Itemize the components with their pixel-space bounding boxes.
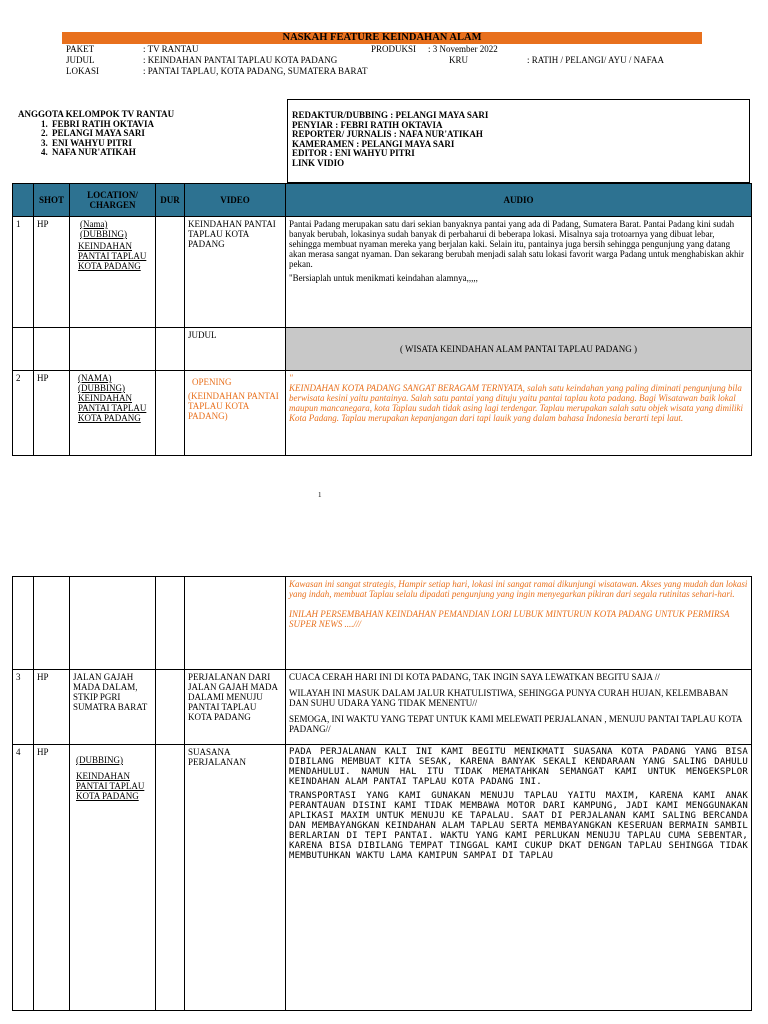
table-header-row <box>13 184 752 217</box>
audio-paragraph: KEINDAHAN KOTA PADANG SANGAT BERAGAM TERNYATA, salah satu keindahan yang paling diminati pengunjung bila berwisata kesini yaitu pantainya. Salah satu pantai yang dituju yaitu pantai taplau kota padang. Bagi Wisatawan baik lokal maupun mancanegara, kota Taplau sudah tidak asing lagi terdengar. Taplau merupakan salah satu objek wisata yang dimiliki Kota Padang. Taplau merupakan kepanjangan dari tapi lauik yang dalam bahasa Indonesia berarti tepi laut. <box>289 383 743 423</box>
shot-type: HP <box>34 670 70 745</box>
duration <box>156 371 185 456</box>
audio-paragraph: SEMOGA, INI WAKTU YANG TEPAT UNTUK KAMI MELEWATI PERJALANAN , MENUJU PANTAI TAPLAU KOTA PADANG// <box>289 714 742 734</box>
credit-line: EDITOR : ENI WAHYU PITRI <box>292 148 415 158</box>
table-row <box>13 670 752 745</box>
audio-paragraph: "Bersiaplah untuk menikmati keindahan alamnya,,,,, <box>289 273 478 283</box>
meta-lokasi-value: : PANTAI TAPLAU, KOTA PADANG, SUMATERA BARAT <box>143 66 368 76</box>
credit-line: REDAKTUR/DUBBING : PELANGI MAYA SARI <box>292 110 489 120</box>
meta-judul-value: : KEINDAHAN PANTAI TAPLAU KOTA PADANG <box>143 55 338 65</box>
member-item: 2. PELANGI MAYA SARI <box>50 129 174 139</box>
meta-paket-value: : TV RANTAU <box>143 44 199 54</box>
duration <box>156 745 185 1011</box>
meta-produksi-value: : 3 November 2022 <box>428 44 498 54</box>
member-list <box>18 120 174 158</box>
header-location: LOCATION/ CHARGEN <box>70 184 156 217</box>
location-chargen <box>70 577 156 670</box>
row-number: 1 <box>13 217 34 328</box>
video-opening: OPENING <box>192 377 232 387</box>
table-row <box>13 371 752 456</box>
chargen-dubbing: (DUBBING) <box>78 383 125 393</box>
chargen-dubbing: (DUBBING) <box>76 755 123 765</box>
row-number: 2 <box>13 371 34 456</box>
group-heading: ANGGOTA KELOMPOK TV RANTAU <box>18 109 175 119</box>
member-item: 3. ENI WAHYU PITRI <box>50 139 174 149</box>
audio-paragraph: WILAYAH INI MASUK DALAM JALUR KHATULISTIWA, SEHINGGA PUNYA CURAH HUJAN, KELEMBABAN DAN SUHU UDARA YANG TIDAK MENENTU// <box>289 688 729 708</box>
credit-line: KAMERAMEN : PELANGI MAYA SARI <box>292 138 455 149</box>
audio-text <box>286 217 752 328</box>
row-number: 4 <box>13 745 34 1011</box>
meta-paket-label: PAKET <box>66 44 95 54</box>
chargen-nama: (Nama) <box>80 219 108 229</box>
location-chargen <box>70 217 156 328</box>
header-audio: AUDIO <box>286 184 752 217</box>
duration <box>156 577 185 670</box>
meta-lokasi-label: LOKASI <box>66 66 99 76</box>
table-row-continued <box>13 577 752 670</box>
header-no <box>13 184 34 217</box>
video-desc <box>185 577 286 670</box>
audio-text <box>286 577 752 670</box>
meta-kru-label: KRU <box>449 55 469 65</box>
table-row <box>13 217 752 328</box>
video-desc: PERJALANAN DARI JALAN GAJAH MADA DALAMI MENUJU PANTAI TAPLAU KOTA PADANG <box>185 670 286 745</box>
video-desc <box>185 371 286 456</box>
video-title: (KEINDAHAN PANTAI TAPLAU KOTA PADANG) <box>188 391 279 421</box>
chargen-title: KEINDAHAN PANTAI TAPLAU KOTA PADANG <box>78 393 147 423</box>
video-desc: SUASANA PERJALANAN <box>185 745 286 1011</box>
duration <box>156 328 185 371</box>
judul-audio: ( WISATA KEINDAHAN ALAM PANTAI TAPLAU PADANG ) <box>286 328 752 371</box>
shot-type: HP <box>34 217 70 328</box>
meta-produksi-label: PRODUKSI <box>371 44 417 54</box>
audio-paragraph: Kawasan ini sangat strategis, Hampir setiap hari, lokasi ini sangat ramai dikunjungi wisatawan. Akses yang mudah dan lokasi yang indah, membuat Taplau selalu dipadati pengunjung yang ingin menyegarkan pikiran dari segala rutinitas sehari-hari. <box>289 579 748 599</box>
location-chargen <box>70 328 156 371</box>
member-item: 4. NAFA NUR'ATIKAH <box>50 148 174 158</box>
meta-judul-label: JUDUL <box>66 55 95 65</box>
row-number <box>13 328 34 371</box>
script-table-page2 <box>12 576 752 1011</box>
chargen-nama: (NAMA) <box>78 373 112 383</box>
script-table-page1 <box>12 183 752 456</box>
shot-type <box>34 328 70 371</box>
location-chargen: JALAN GAJAH MADA DALAM, STKIP PGRI SUMATRA BARAT <box>70 670 156 745</box>
audio-text <box>286 745 752 1011</box>
audio-paragraph: PADA PERJALANAN KALI INI KAMI BEGITU MENIKMATI SUASANA KOTA PADANG YANG BISA DIBILANG MEMBUAT KITA SESAK, KARENA BANYAK SEKALI KENDARAAN YANG SALING DAHULU MENDAHULUI. NAMUN HAL ITU TIDAK MEMATAHKAN SEMANGAT KAMI UNTUK MENGEKSPLOR KEINDAHAN ALAM PANTAI TAPLAU KOTA PADANG INI. <box>289 747 748 787</box>
audio-text <box>286 670 752 745</box>
audio-paragraph: INILAH PERSEMBAHAN KEINDAHAN PEMANDIAN LORI LUBUK MINTURUN KOTA PADANG UNTUK PERMIRSA SUPER NEWS ..../// <box>289 609 730 629</box>
row-number: 3 <box>13 670 34 745</box>
shot-type: HP <box>34 745 70 1011</box>
header-video: VIDEO <box>185 184 286 217</box>
video-desc: KEINDAHAN PANTAI TAPLAU KOTA PADANG <box>185 217 286 328</box>
location-chargen <box>70 371 156 456</box>
document-title: NASKAH FEATURE KEINDAHAN ALAM <box>62 32 702 44</box>
row-number <box>13 577 34 670</box>
header-shot: SHOT <box>34 184 70 217</box>
chargen-dubbing: (DUBBING) <box>80 229 127 239</box>
shot-type <box>34 577 70 670</box>
audio-paragraph: Pantai Padang merupakan satu dari sekian banyaknya pantai yang ada di Padang, Sumatera Barat. Pantai Padang kini sudah banyak berubah, lokasinya sudah banyak di perbaharui di beberapa lokasi. Misalnya saja trotoarnya yang dibuat lebar, sehingga membuat nyaman mereka yang berjalan kaki. Selain itu, pantainya juga bersih sehingga pengunjung yang datang akan merasa sangat nyaman. Dan sekarang berubah menjadi salah satu lokasi favorit warga Padang untuk menghabiskan akhir pekan. <box>289 219 744 269</box>
audio-paragraph: TRANSPORTASI YANG KAMI GUNAKAN MENUJU TAPLAU YAITU MAXIM, KARENA KAMI ANAK PERANTAUAN DISINI KAMI TIDAK MEMBAWA MOTOR DARI KAMPUNG, JADI KAMI MENGGUNAKAN APLIKASI MAXIM UNTUK MENUJU KE TAPALAU. SAAT DI PERJALANAN KAMI SALING BERCANDA DAN MEMBAYANGKAN KEINDAHAN ALAM TAPLAU SERTA MEMBAYANGKAN KESERUAN BERMAIN SAMBIL BERLARIAN DI TEPI PANTAI. WAKTU YANG KAMI PERLUKAN MENUJU TAPLAU CUMA SEBENTAR, KARENA BISA DIBILANG TEMPAT TINGGAL KAMI CUKUP DKAT DENGAN TAPLAU SEHINGGA TIDAK MEMBUTUHKAN WAKTU LAMA KAMIPUN SAMPAI DI TAPLAU <box>289 791 748 861</box>
shot-type: HP <box>34 371 70 456</box>
location-chargen <box>70 745 156 1011</box>
audio-quote: " <box>289 373 293 383</box>
table-row <box>13 745 752 1011</box>
credit-line: PENYIAR : FEBRI RATIH OKTAVIA <box>292 119 443 130</box>
audio-paragraph: CUACA CERAH HARI INI DI KOTA PADANG, TAK INGIN SAYA LEWATKAN BEGITU SAJA // <box>289 672 660 682</box>
credits-box <box>287 99 750 183</box>
meta-kru-value: : RATIH / PELANGI/ AYU / NAFAA <box>527 55 665 65</box>
table-row-judul <box>13 328 752 371</box>
chargen-title: KEINDAHAN PANTAI TAPLAU KOTA PADANG <box>78 241 147 271</box>
chargen-title: KEINDAHAN PANTAI TAPLAU KOTA PADANG <box>76 771 145 801</box>
member-item: 1. FEBRI RATIH OKTAVIA <box>50 120 174 130</box>
page-number: 1 <box>318 491 322 499</box>
group-members <box>18 110 174 158</box>
audio-text <box>286 371 752 456</box>
credit-line: REPORTER/ JURNALIS : NAFA NUR'ATIKAH <box>292 129 483 139</box>
credit-link[interactable]: LINK VIDIO <box>292 157 345 168</box>
duration <box>156 670 185 745</box>
header-dur: DUR <box>156 184 185 217</box>
duration <box>156 217 185 328</box>
video-desc: JUDUL <box>185 328 286 371</box>
